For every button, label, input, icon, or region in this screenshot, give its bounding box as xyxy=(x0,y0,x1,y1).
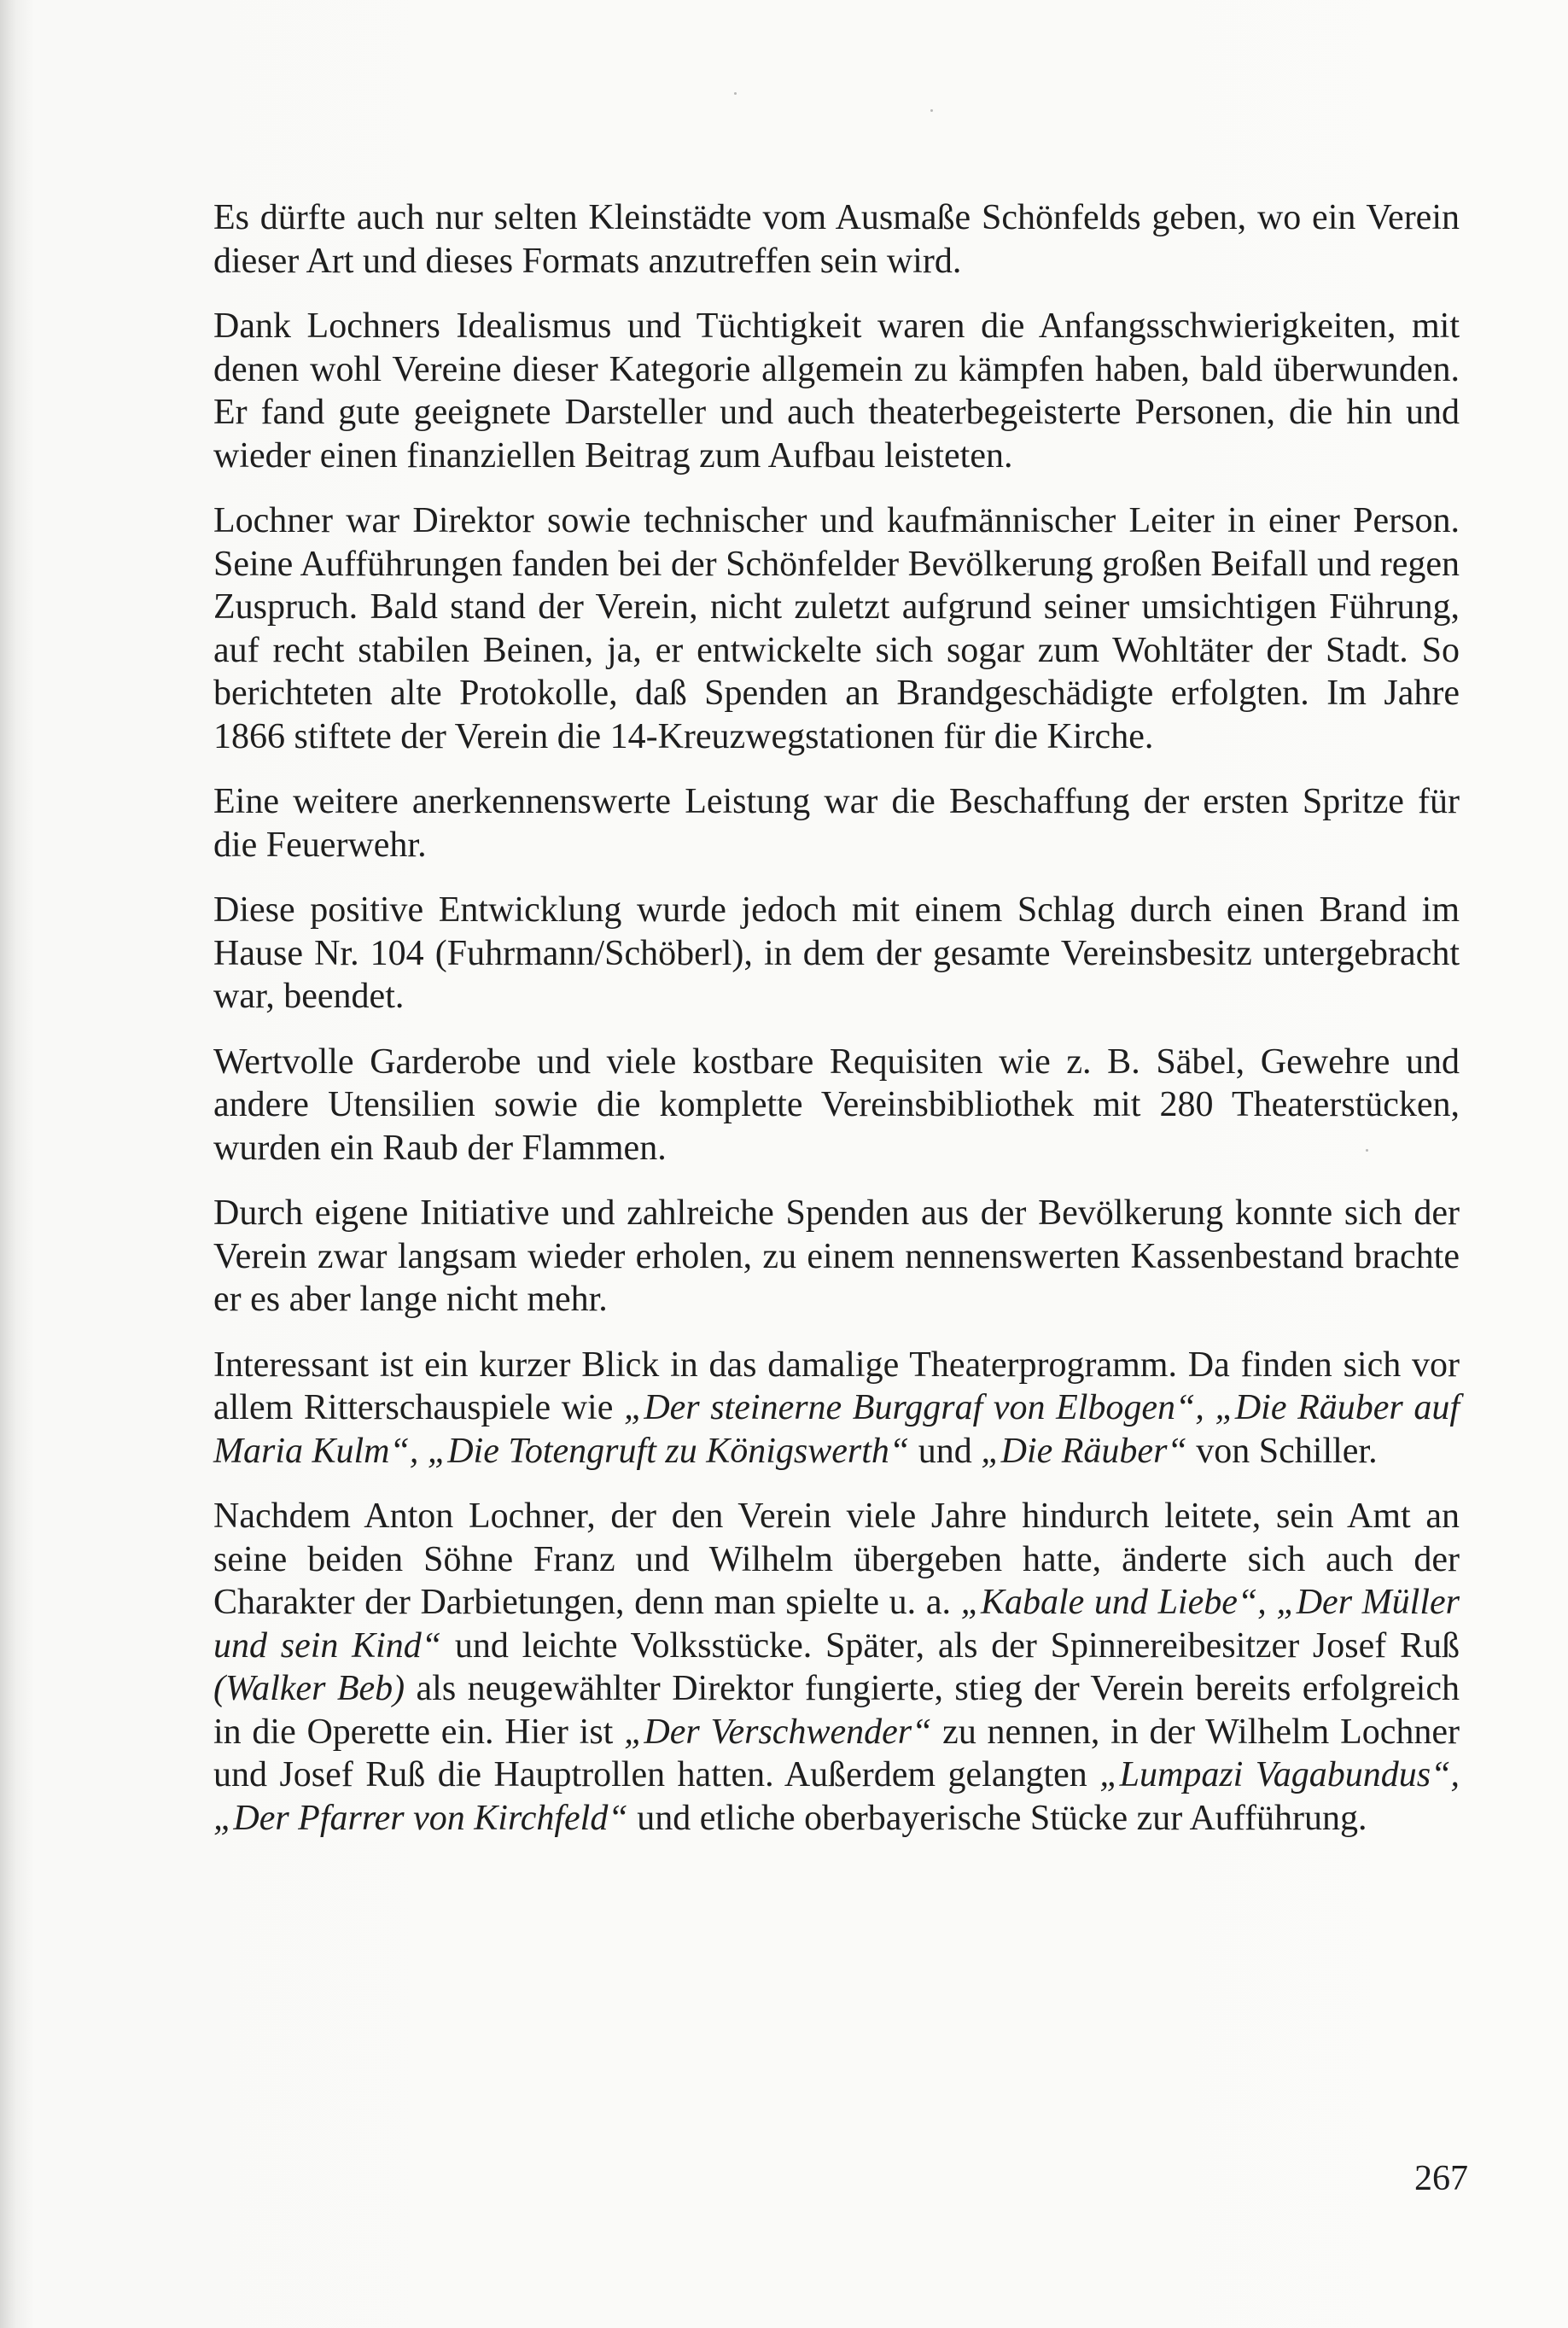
text-run: Es dürfte auch nur selten Kleinstädte vom Ausmaße Schönfelds geben, wo ein Verein dieser Art und dieses Formats anzutreffen sein wird. xyxy=(213,198,1460,281)
page-number: 267 xyxy=(1414,2159,1468,2198)
body-text xyxy=(213,196,1460,1862)
text-run: Durch eigene Initiative und zahlreiche Spenden aus der Bevölkerung konnte sich der Verein zwar langsam wieder erholen, zu einem nennenswerten Kassenbestand brachte er es aber lange nicht mehr. xyxy=(213,1193,1460,1319)
paper-speck xyxy=(930,109,933,112)
paragraph xyxy=(213,889,1460,1018)
italic-title-run: „Der steinerne Burggraf von Elbogen“, „Die Räuber auf Maria Kulm“, „Die Totengruft zu Königswerth“ xyxy=(213,1388,1460,1471)
text-run: als neugewählter Direktor fungierte, stieg der Verein bereits erfolgreich in die Operette ein. Hier ist xyxy=(213,1669,1460,1752)
italic-title-run: „Kabale und Liebe“, „Der Müller und sein Kind“ xyxy=(213,1583,1460,1666)
text-run: Nachdem Anton Lochner, der den Verein viele Jahre hindurch leitete, sein Amt an seine beiden Söhne Franz und Wilhelm übergeben hatte, änderte sich auch der Charakter der Darbietungen, denn man spielte u. a. xyxy=(213,1497,1460,1622)
text-run: und etliche oberbayerische Stücke zur Aufführung. xyxy=(627,1798,1367,1838)
paragraph xyxy=(213,499,1460,758)
italic-title-run: (Walker Beb) xyxy=(213,1669,405,1708)
text-run: und leichte Volksstücke. Später, als der Spinnereibesitzer Josef Ruß xyxy=(441,1625,1460,1666)
paper-speck xyxy=(734,92,737,95)
text-run: Eine weitere anerkennenswerte Leistung war die Beschaffung der ersten Spritze für die Feuerwehr. xyxy=(213,782,1460,865)
italic-title-run: „Lumpazi Vagabundus“, „Der Pfarrer von Kirchfeld“ xyxy=(213,1755,1460,1838)
text-run: Interessant ist ein kurzer Blick in das damalige Theaterprogramm. Da finden sich vor allem Ritterschauspiele wie xyxy=(213,1345,1460,1427)
text-run: Wertvolle Garderobe und viele kostbare Requisiten wie z. B. Säbel, Gewehre und andere Utensilien sowie die komplette Vereinsbibliothek mit 280 Theaterstücken, wurden ein Raub der Flammen. xyxy=(213,1041,1460,1168)
text-run: zu nennen, in der Wilhelm Lochner und Josef Ruß die Hauptrollen hatten. Außerdem gelangten xyxy=(213,1712,1460,1794)
paragraph xyxy=(213,305,1460,477)
paragraph xyxy=(213,1041,1460,1170)
text-run: und xyxy=(909,1431,982,1471)
text-run: Diese positive Entwicklung wurde jedoch mit einem Schlag durch einen Brand im Hause Nr. 104 (Fuhrmann/Schöberl), in dem der gesamte Vereinsbesitz untergebracht war, beendet. xyxy=(213,890,1460,1016)
paragraph xyxy=(213,1344,1460,1473)
italic-title-run: „Die Räuber“ xyxy=(981,1431,1187,1471)
paragraph xyxy=(213,1192,1460,1322)
paragraph xyxy=(213,196,1460,283)
paragraph xyxy=(213,780,1460,866)
text-run: Dank Lochners Idealismus und Tüchtigkeit waren die Anfangsschwierigkeiten, mit denen wohl Vereine dieser Kategorie allgemein zu kämpfen haben, bald überwunden. Er fand gute geeignete Darsteller und auch theaterbegeisterte Personen, die hin und wieder einen finanziellen Beitrag zum Aufbau leisteten. xyxy=(213,306,1460,476)
paragraph xyxy=(213,1495,1460,1840)
text-run: von Schiller. xyxy=(1186,1431,1378,1471)
italic-title-run: „Der Verschwender“ xyxy=(624,1712,932,1752)
text-run: Lochner war Direktor sowie technischer und kaufmännischer Leiter in einer Person. Seine Aufführungen fanden bei der Schönfelder Bevölkerung großen Beifall und regen Zuspruch. Bald stand der Verein, nicht zuletzt aufgrund seiner umsichtigen Führung, auf recht stabilen Beinen, ja, er entwickelte sich sogar zum Wohltäter der Stadt. So berichteten alte Protokolle, daß Spenden an Brandgeschädigte erfolgten. Im Jahre 1866 stiftete der Verein die 14-Kreuzwegstationen für die Kirche. xyxy=(213,501,1460,756)
